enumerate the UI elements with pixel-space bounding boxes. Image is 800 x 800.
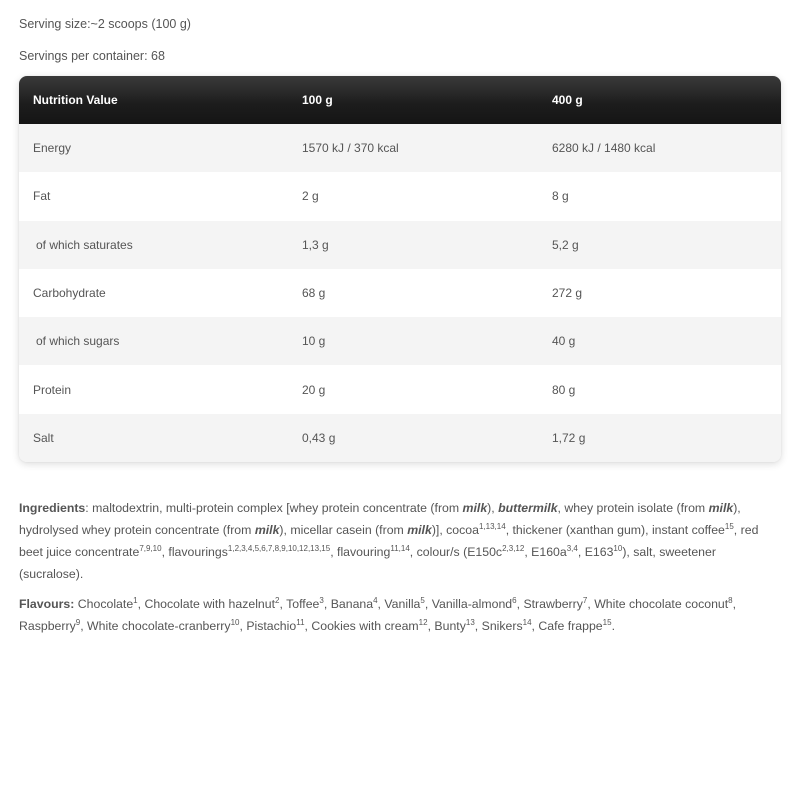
- flavours-end: .: [611, 619, 615, 633]
- flavour-name: Snikers: [481, 619, 523, 633]
- flavour-name: White chocolate coconut: [594, 597, 729, 611]
- column-header-nutrition-value: Nutrition Value: [33, 93, 118, 107]
- ingredients-text: ), hydrolysed whey protein concentrate (from: [19, 501, 741, 537]
- footnote-ref: 15: [724, 522, 734, 531]
- ingredients-text: , thickener (xanthan gum), instant coffee: [505, 523, 725, 537]
- row-label-text: of which sugars: [36, 334, 120, 349]
- row-value-400g: 5,2 g: [552, 237, 579, 252]
- table-header-row: [19, 76, 781, 124]
- ingredients-text: ),: [487, 501, 499, 515]
- flavours-paragraph: [19, 593, 779, 637]
- flavour-name: Chocolate: [77, 597, 134, 611]
- flavour-name: Bunty: [434, 619, 466, 633]
- serving-size: Serving size:~2 scoops (100 g): [19, 17, 191, 31]
- footnote-ref: 3,4: [566, 544, 578, 553]
- flavour-name: Cookies with cream: [311, 619, 419, 633]
- footnote-ref: 1,13,14: [478, 522, 506, 531]
- flavour-name: Banana: [330, 597, 374, 611]
- flavour-item: [594, 597, 732, 611]
- row-label: Energy: [33, 141, 72, 156]
- footnote-ref: 9: [75, 618, 81, 627]
- flavour-item: [311, 619, 427, 633]
- row-label: [19, 238, 289, 252]
- footnote-ref: 3: [319, 596, 324, 605]
- footnote-ref: 15: [602, 618, 612, 627]
- table-row: [19, 221, 781, 269]
- ingredients-text: , flavouring: [330, 545, 391, 559]
- row-label-text: of which saturates: [36, 237, 133, 252]
- flavour-name: Vanilla-almond: [431, 597, 513, 611]
- row-value-100g: 2 g: [302, 189, 319, 204]
- ingredients-text: , flavourings: [161, 545, 228, 559]
- flavour-name: Cafe frappe: [538, 619, 603, 633]
- footnote-ref: 7,9,10: [139, 544, 162, 553]
- flavour-item: [78, 597, 138, 611]
- flavour-name: Chocolate with hazelnut: [144, 597, 276, 611]
- allergen-milk: milk: [407, 523, 432, 537]
- footnote-ref: 1,2,3,4,5,6,7,8,9,10,12,13,15: [227, 544, 331, 553]
- ingredients-text: , whey protein isolate (from: [557, 501, 709, 515]
- flavour-name: Pistachio: [246, 619, 297, 633]
- flavour-item: [19, 619, 80, 633]
- footnote-ref: 2: [275, 596, 280, 605]
- ingredients-label: Ingredients: [19, 501, 86, 515]
- row-label: Protein: [33, 382, 72, 397]
- footnote-ref: 8: [728, 596, 733, 605]
- ingredients-text: )], cocoa: [431, 523, 479, 537]
- footnote-ref: 5: [420, 596, 425, 605]
- footnote-ref: 6: [512, 596, 517, 605]
- servings-per-container: Servings per container: 68: [19, 49, 165, 63]
- row-label: Carbohydrate: [33, 286, 106, 301]
- flavour-item: [384, 597, 424, 611]
- table-row: [19, 317, 781, 365]
- flavour-item: [246, 619, 304, 633]
- row-label: Fat: [33, 189, 51, 204]
- column-header-400g: 400 g: [552, 93, 583, 107]
- row-label: Salt: [33, 430, 54, 445]
- footnote-ref: 11,14: [390, 544, 410, 553]
- flavour-list: Chocolate$^1$, Chocolate with hazelnut$^2$, Toffee$^3$, Banana$^4$, Vanilla$^5$, Vanilla-almond$^6$, Strawberry$^7$, White chocolate coconut$^8$, Raspberry$^9$, White chocolate-cranberry$^{10}$, Pistachio$^{11}$, Cookies with cream$^{12}$, Bunty$^{13}$, Snikers$^{14}$, Cafe frappe$^{15}$: [19, 596, 737, 633]
- row-value-400g: 272 g: [552, 286, 583, 301]
- column-header-100g: 100 g: [302, 93, 333, 107]
- footnote-ref: 11: [296, 618, 305, 627]
- ingredients-text: , colour/s (E150c: [409, 545, 503, 559]
- flavour-item: [523, 597, 587, 611]
- ingredients-text: ), micellar casein (from: [279, 523, 408, 537]
- row-value-100g: 1,3 g: [302, 237, 329, 252]
- flavour-item: [144, 597, 279, 611]
- flavours-label: Flavours:: [19, 597, 75, 611]
- flavour-name: Vanilla: [384, 597, 421, 611]
- footnote-ref: 14: [522, 618, 532, 627]
- ingredients-text: , E160a: [524, 545, 567, 559]
- table-row: [19, 172, 781, 220]
- flavour-name: Toffee: [286, 597, 320, 611]
- footnote-ref: 10: [230, 618, 240, 627]
- allergen-milk: milk: [254, 523, 280, 537]
- flavour-item: [87, 619, 239, 633]
- ingredients-text: , E163: [577, 545, 614, 559]
- row-label: [19, 334, 289, 348]
- footnote-ref: 2,3,12: [502, 544, 525, 553]
- flavour-item: [482, 619, 532, 633]
- table-row: [19, 414, 781, 462]
- allergen-milk: milk: [462, 501, 488, 515]
- footnote-ref: 7: [582, 596, 588, 605]
- ingredients-paragraph: [19, 497, 779, 585]
- footnote-ref: 13: [465, 618, 475, 627]
- row-value-400g: 1,72 g: [552, 430, 586, 445]
- row-value-400g: 6280 kJ / 1480 kcal: [552, 141, 656, 156]
- table-row: [19, 269, 781, 317]
- flavour-name: White chocolate-cranberry: [87, 619, 231, 633]
- ingredients-text: ), salt, sweetener (sucralose).: [19, 545, 716, 581]
- row-value-400g: 8 g: [552, 189, 569, 204]
- flavour-name: Strawberry: [523, 597, 583, 611]
- flavour-name: Raspberry: [19, 619, 76, 633]
- allergen-milk: milk: [708, 501, 734, 515]
- flavour-item: [538, 619, 611, 633]
- nutrition-table: [19, 76, 781, 462]
- row-value-400g: 40 g: [552, 334, 576, 349]
- table-row: [19, 365, 781, 413]
- flavour-item: [434, 619, 474, 633]
- ingredients-text: , red beet juice concentrate: [19, 523, 759, 559]
- ingredients-text: : maltodextrin, multi-protein complex [whey protein concentrate (from: [85, 501, 463, 515]
- row-value-100g: 10 g: [302, 334, 326, 349]
- row-value-100g: 68 g: [302, 286, 326, 301]
- flavour-item: [286, 597, 324, 611]
- row-value-100g: 0,43 g: [302, 430, 336, 445]
- footnote-ref: 4: [373, 596, 378, 605]
- footnote-ref: 10: [613, 544, 623, 553]
- flavour-item: [331, 597, 378, 611]
- footnote-ref: 1: [133, 596, 138, 605]
- row-value-100g: 1570 kJ / 370 kcal: [302, 141, 399, 156]
- row-value-100g: 20 g: [302, 382, 326, 397]
- allergen-buttermilk: buttermilk: [498, 501, 558, 515]
- table-row: [19, 124, 781, 172]
- flavour-item: [432, 597, 517, 611]
- row-value-400g: 80 g: [552, 382, 576, 397]
- footnote-ref: 12: [418, 618, 428, 627]
